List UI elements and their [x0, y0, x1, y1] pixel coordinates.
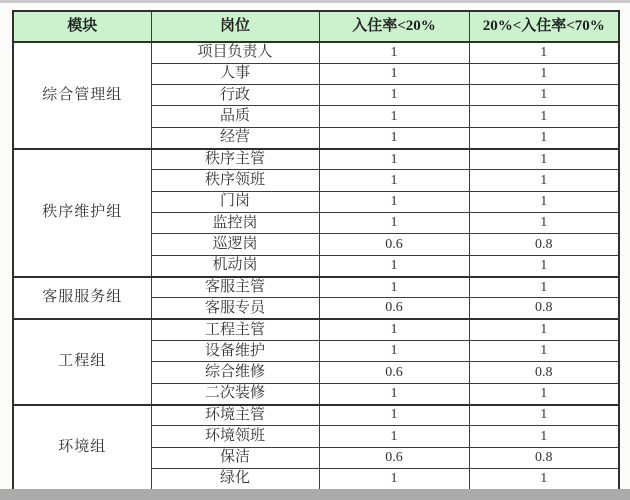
rate-20-70-cell: 0.8: [469, 298, 619, 319]
rate-lt20-cell: 1: [319, 63, 469, 84]
table-row: [13, 42, 619, 63]
rate-lt20-cell: 1: [319, 426, 469, 447]
position-cell: 客服专员: [151, 298, 319, 319]
position-cell: 秩序领班: [151, 170, 319, 191]
rate-lt20-cell: 1: [319, 319, 469, 340]
module-cell: 综合管理组: [13, 42, 151, 149]
rate-lt20-cell: 1: [319, 42, 469, 63]
rate-lt20-cell: 1: [319, 383, 469, 404]
rate-20-70-cell: 1: [469, 191, 619, 212]
header-rate-lt20: 入住率<20%: [319, 11, 469, 42]
header-position: 岗位: [151, 11, 319, 42]
table-body: [13, 42, 619, 490]
table-header: [13, 11, 619, 42]
position-cell: 行政: [151, 85, 319, 106]
header-row: [13, 11, 619, 42]
rate-20-70-cell: 1: [469, 469, 619, 490]
rate-20-70-cell: 1: [469, 170, 619, 191]
rate-20-70-cell: 0.8: [469, 447, 619, 468]
module-cell: 工程组: [13, 319, 151, 404]
table-row: [13, 319, 619, 340]
rate-20-70-cell: 1: [469, 255, 619, 276]
rate-20-70-cell: 1: [469, 42, 619, 63]
position-cell: 环境主管: [151, 405, 319, 426]
rate-lt20-cell: 0.6: [319, 298, 469, 319]
rate-20-70-cell: 1: [469, 63, 619, 84]
rate-20-70-cell: 1: [469, 341, 619, 362]
position-cell: 客服主管: [151, 277, 319, 298]
position-cell: 监控岗: [151, 213, 319, 234]
position-cell: 品质: [151, 106, 319, 127]
rate-20-70-cell: 1: [469, 383, 619, 404]
module-cell: 环境组: [13, 405, 151, 490]
rate-lt20-cell: 1: [319, 191, 469, 212]
table-row: [13, 149, 619, 170]
rate-lt20-cell: 1: [319, 341, 469, 362]
position-cell: 绿化: [151, 469, 319, 490]
rate-20-70-cell: 0.8: [469, 234, 619, 255]
position-cell: 设备维护: [151, 341, 319, 362]
rate-20-70-cell: 0.8: [469, 362, 619, 383]
rate-lt20-cell: 0.6: [319, 234, 469, 255]
position-cell: 人事: [151, 63, 319, 84]
table-row: [13, 405, 619, 426]
rate-lt20-cell: 0.6: [319, 362, 469, 383]
position-cell: 门岗: [151, 191, 319, 212]
position-cell: 工程主管: [151, 319, 319, 340]
module-cell: 客服服务组: [13, 277, 151, 320]
rate-lt20-cell: 1: [319, 149, 469, 170]
module-cell: 秩序维护组: [13, 149, 151, 277]
rate-lt20-cell: 1: [319, 405, 469, 426]
rate-lt20-cell: 1: [319, 127, 469, 148]
rate-lt20-cell: 1: [319, 213, 469, 234]
rate-lt20-cell: 0.6: [319, 447, 469, 468]
position-cell: 项目负责人: [151, 42, 319, 63]
rate-lt20-cell: 1: [319, 85, 469, 106]
rate-20-70-cell: 1: [469, 277, 619, 298]
position-cell: 保洁: [151, 447, 319, 468]
position-cell: 经营: [151, 127, 319, 148]
top-edge-strip: [0, 0, 630, 3]
rate-20-70-cell: 1: [469, 149, 619, 170]
rate-20-70-cell: 1: [469, 426, 619, 447]
staffing-ratio-table: [12, 10, 620, 491]
header-rate-20-70: 20%<入住率<70%: [469, 11, 619, 42]
rate-lt20-cell: 1: [319, 170, 469, 191]
rate-20-70-cell: 1: [469, 319, 619, 340]
rate-20-70-cell: 1: [469, 213, 619, 234]
header-module: 模块: [13, 11, 151, 42]
rate-20-70-cell: 1: [469, 106, 619, 127]
position-cell: 秩序主管: [151, 149, 319, 170]
position-cell: 巡逻岗: [151, 234, 319, 255]
rate-lt20-cell: 1: [319, 255, 469, 276]
rate-20-70-cell: 1: [469, 127, 619, 148]
position-cell: 环境领班: [151, 426, 319, 447]
position-cell: 综合维修: [151, 362, 319, 383]
rate-20-70-cell: 1: [469, 405, 619, 426]
bottom-edge-strip: [0, 489, 630, 500]
rate-20-70-cell: 1: [469, 85, 619, 106]
rate-lt20-cell: 1: [319, 106, 469, 127]
position-cell: 机动岗: [151, 255, 319, 276]
rate-lt20-cell: 1: [319, 469, 469, 490]
rate-lt20-cell: 1: [319, 277, 469, 298]
position-cell: 二次装修: [151, 383, 319, 404]
table-row: [13, 277, 619, 298]
